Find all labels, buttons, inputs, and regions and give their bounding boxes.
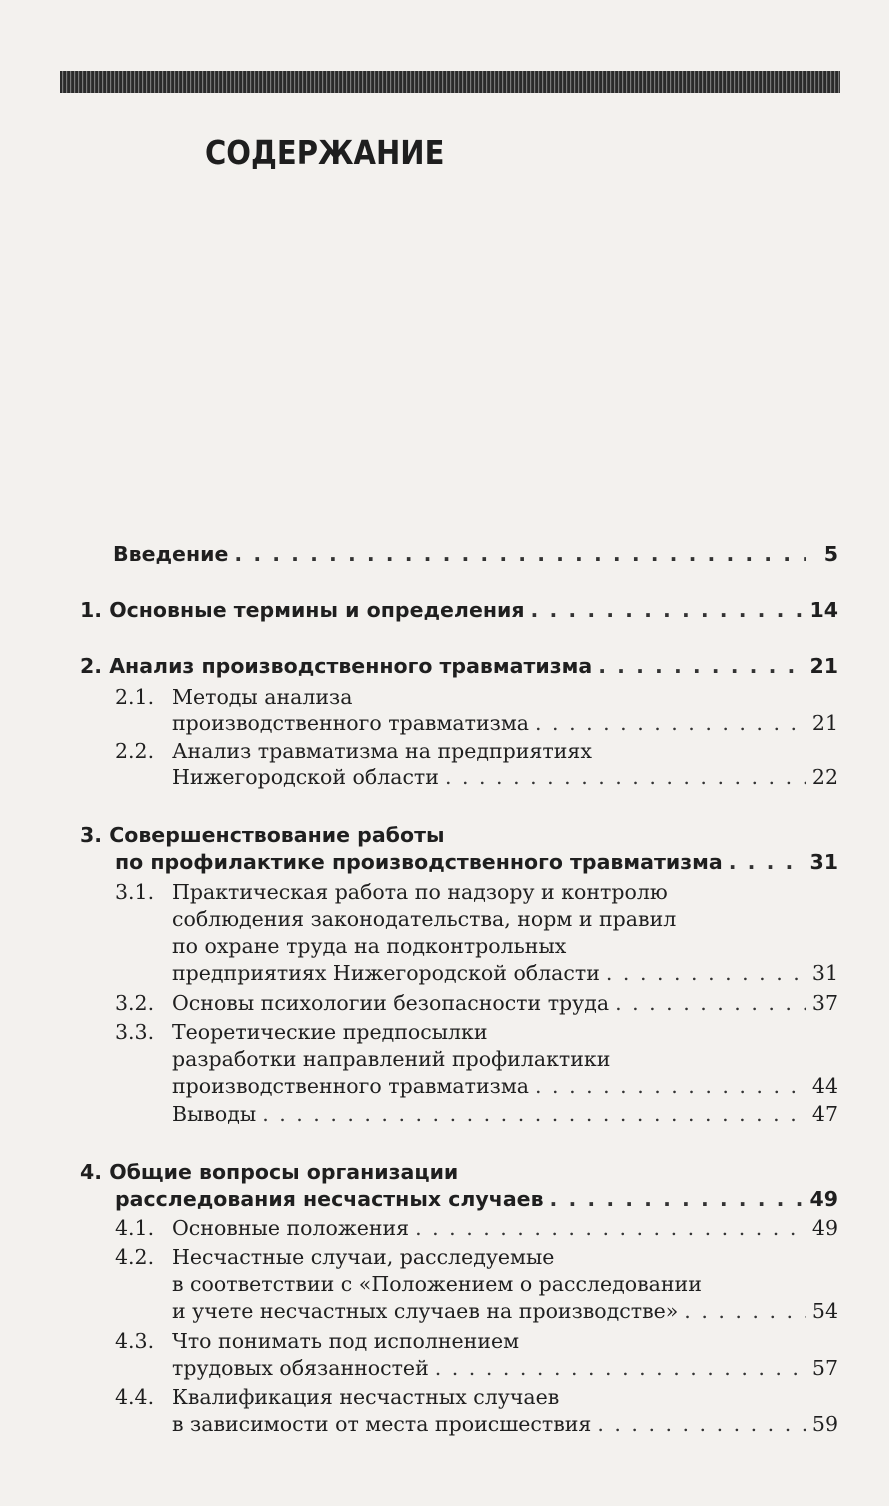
toc-page-number: 47 (811, 1102, 838, 1126)
page-title: СОДЕРЖАНИЕ (205, 133, 445, 172)
toc-entry-label: Что понимать под исполнением (172, 1329, 520, 1353)
toc-page-number: 5 (823, 542, 838, 566)
leader-dots (535, 710, 806, 736)
toc-section-number: 4.2. (115, 1245, 155, 1269)
toc-entry-label: по профилактике производственного травматизма (115, 850, 723, 874)
toc-entry-label: производственного травматизма (172, 711, 529, 735)
toc-entry-label: 4. Общие вопросы организации (80, 1160, 459, 1184)
leader-dots (415, 1215, 806, 1241)
toc-entry-4-2[interactable] (172, 1298, 838, 1324)
toc-entry-label: Выводы (172, 1102, 257, 1126)
leader-dots (234, 541, 806, 567)
toc-entry-label: 2. Анализ производственного травматизма (80, 654, 593, 678)
leader-dots (550, 1186, 804, 1212)
leader-dots (531, 597, 804, 623)
toc-page-number: 54 (811, 1299, 838, 1323)
toc-section-number: 4.1. (115, 1216, 155, 1240)
toc-section-number: 4.3. (115, 1329, 155, 1353)
leader-dots (729, 849, 804, 875)
toc-entry-label: соблюдения законодательства, норм и правил (172, 907, 677, 931)
toc-page-number: 37 (811, 991, 838, 1015)
toc-page-number: 57 (811, 1356, 838, 1380)
toc-entry-chapter-3[interactable] (115, 849, 838, 875)
toc-entry-chapter-1[interactable] (80, 597, 838, 623)
toc-section-number: 4.4. (115, 1385, 155, 1409)
leader-dots (262, 1101, 806, 1127)
toc-page-number: 31 (811, 961, 838, 985)
toc-entry-label: Несчастные случаи, расследуемые (172, 1245, 555, 1269)
toc-page-number: 49 (811, 1216, 838, 1240)
toc-entry-label: производственного травматизма (172, 1074, 529, 1098)
toc-entry-3-1[interactable] (172, 960, 838, 986)
toc-section-number: 3.1. (115, 880, 155, 904)
toc-entry-label: Квалификация несчастных случаев (172, 1385, 560, 1409)
toc-entry-label: Методы анализа (172, 685, 353, 709)
toc-entry-label: разработки направлений профилактики (172, 1047, 611, 1071)
toc-page-number: 22 (811, 765, 838, 789)
toc-entry-label: Основы психологии безопасности труда (172, 991, 610, 1015)
toc-page-number: 14 (809, 598, 838, 622)
toc-entry-chapter-4[interactable] (115, 1186, 838, 1212)
toc-entry-label: предприятиях Нижегородской области (172, 961, 600, 985)
toc-entry-3-3[interactable] (172, 1073, 838, 1099)
leader-dots (435, 1355, 806, 1381)
toc-section-number: 2.1. (115, 685, 155, 709)
toc-entry-conclusions[interactable] (172, 1101, 838, 1127)
toc-page-number: 59 (811, 1412, 838, 1436)
toc-entry-label: по охране труда на подконтрольных (172, 934, 567, 958)
toc-entry-label: Теоретические предпосылки (172, 1020, 488, 1044)
toc-page-number: 21 (809, 654, 838, 678)
toc-entry-label: трудовых обязанностей (172, 1356, 429, 1380)
toc-page-number: 49 (809, 1187, 838, 1211)
toc-entry-chapter-2[interactable] (80, 653, 838, 679)
leader-dots (597, 1411, 806, 1437)
toc-page-number: 21 (811, 711, 838, 735)
toc-section-number: 3.2. (115, 991, 155, 1015)
toc-entry-2-1[interactable] (172, 710, 838, 736)
toc-entry-label: Практическая работа по надзору и контролю (172, 880, 668, 904)
toc-entry-3-2[interactable] (172, 990, 838, 1016)
toc-entry-label: и учете несчастных случаев на производстве» (172, 1299, 679, 1323)
toc-entry-intro[interactable] (113, 541, 838, 567)
toc-section-number: 3.3. (115, 1020, 155, 1044)
toc-entry-label: 3. Совершенствование работы (80, 823, 445, 847)
leader-dots (606, 960, 806, 986)
toc-entry-4-3[interactable] (172, 1355, 838, 1381)
toc-entry-2-2[interactable] (172, 764, 838, 790)
leader-dots (684, 1298, 806, 1324)
toc-entry-label: Основные положения (172, 1216, 410, 1240)
leader-dots (598, 653, 803, 679)
toc-entry-label: в соответствии с «Положением о расследовании (172, 1272, 702, 1296)
toc-entry-label: Введение (113, 542, 229, 566)
toc-entry-4-4[interactable] (172, 1411, 838, 1437)
toc-entry-label: в зависимости от места происшествия (172, 1412, 592, 1436)
toc-entry-4-1[interactable] (172, 1215, 838, 1241)
toc-entry-label: Нижегородской области (172, 765, 439, 789)
toc-entry-label: расследования несчастных случаев (115, 1187, 544, 1211)
toc-entry-label: 1. Основные термины и определения (80, 598, 525, 622)
toc-page-number: 44 (811, 1074, 838, 1098)
toc-section-number: 2.2. (115, 739, 155, 763)
leader-dots (615, 990, 806, 1016)
toc-page-number: 31 (809, 850, 838, 874)
toc-entry-label: Анализ травматизма на предприятиях (172, 739, 592, 763)
leader-dots (535, 1073, 806, 1099)
leader-dots (445, 764, 806, 790)
